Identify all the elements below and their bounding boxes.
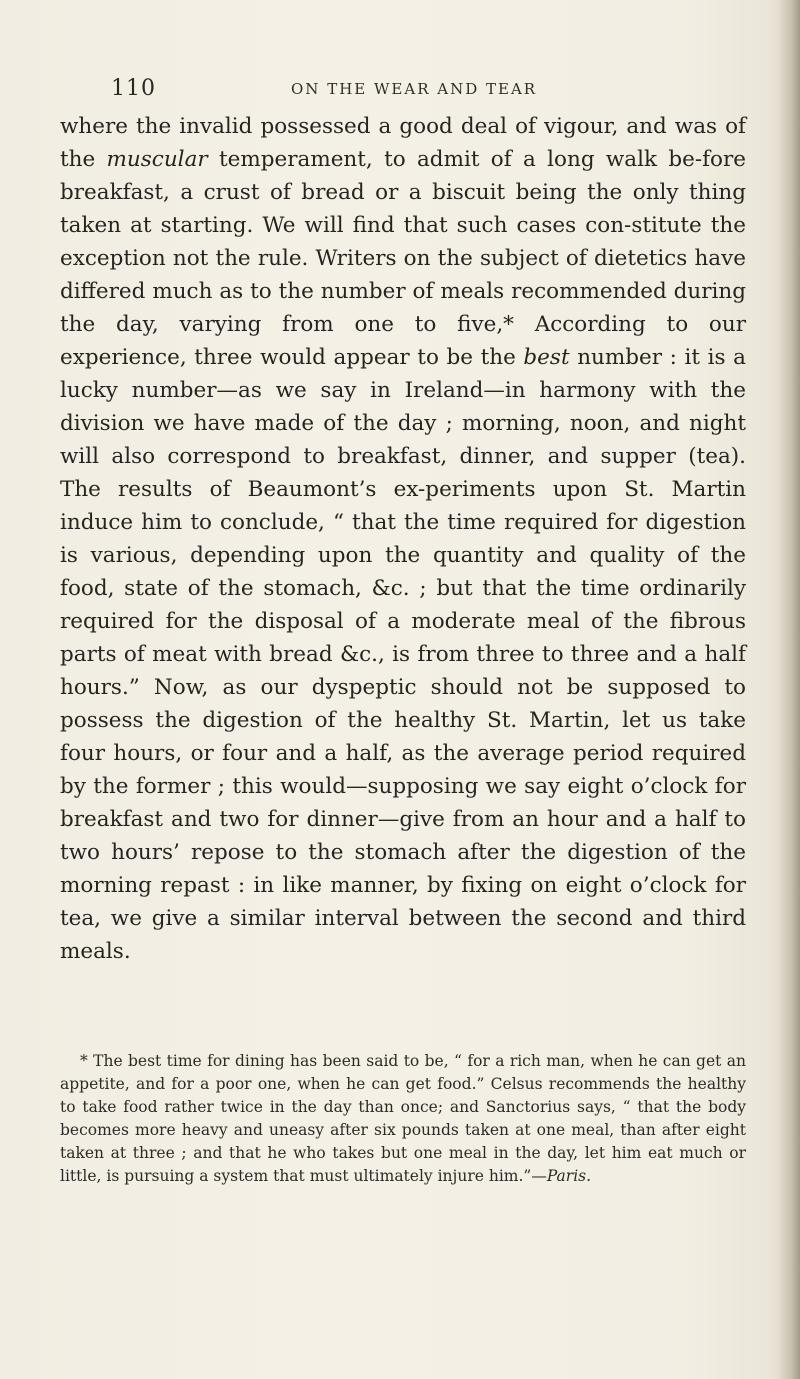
body-text	[60, 110, 746, 968]
running-head: ON THE WEAR AND TEAR	[291, 80, 538, 98]
page-number: 110	[111, 76, 156, 101]
emphasis-muscular: muscular	[106, 147, 208, 172]
body-segment-2: temperament, to admit of a long walk be-fore breakfast, a crust of bread or a biscuit being the only thing taken at starting. We will find that such cases con-stitute the exception not the rule. Writers on the subject of dietetics have differed much as to the number of meals recommended during the day, varying from one to five,* According to our experience, three would appear to be the	[60, 147, 746, 370]
footnote-text: * The best time for dining has been said to be, “ for a rich man, when he can get an appetite, and for a poor one, when he can get food.” Celsus recommends the healthy to take food rather twice in the day than once; and Sanctorius says, “ that the body becomes more heavy and uneasy after six pounds taken at one meal, than after eight taken at three ; and that he who takes but one meal in the day, let him eat much or little, is pursuing a system that must ultimately injure him.”—	[60, 1052, 746, 1185]
main-paragraph	[60, 110, 746, 968]
page-edge-shadow	[778, 0, 800, 1379]
footnote-source: Paris.	[546, 1167, 592, 1185]
page-header	[111, 76, 711, 106]
footnote-paragraph	[60, 1050, 746, 1188]
emphasis-best: best	[523, 345, 570, 370]
body-segment-1: where the invalid possessed a good deal of vigour, and was of the	[60, 114, 746, 172]
body-segment-3: number : it is a lucky number—as we say in Ireland—in harmony with the division we have made of the day ; morning, noon, and night will also correspond to breakfast, dinner, and supper (tea). The results of Beaumont’s ex-periments upon St. Martin induce him to conclude, “ that the time required for digestion is various, depending upon the quantity and quality of the food, state of the stomach, &c. ; but that the time ordinarily required for the disposal of a moderate meal of the fibrous parts of meat with bread &c., is from three to three and a half hours.” Now, as our dyspeptic should not be supposed to possess the digestion of the healthy St. Martin, let us take four hours, or four and a half, as the average period required by the former ; this would—supposing we say eight o’clock for breakfast and two for dinner—give from an hour and a half to two hours’ repose to the stomach after the digestion of the morning repast : in like manner, by fixing on eight o’clock for tea, we give a similar interval between the second and third meals.	[60, 345, 746, 964]
footnote	[60, 1050, 746, 1188]
